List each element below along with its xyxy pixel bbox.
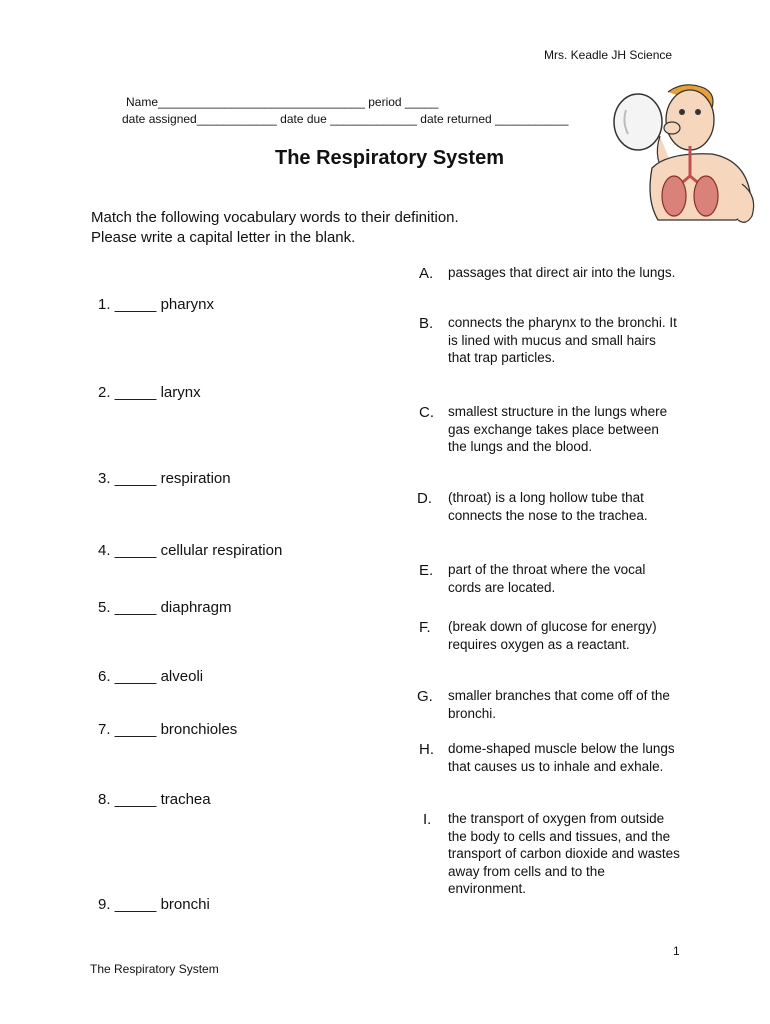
definition-letter-c: C.: [419, 404, 434, 421]
term-number: 5.: [98, 599, 111, 616]
term-number: 7.: [98, 721, 111, 738]
name-period-field: Name_______________________________ period _____: [126, 95, 439, 109]
term-number: 8.: [98, 791, 111, 808]
answer-blank: _____: [114, 599, 157, 616]
term-item-2: [98, 384, 201, 401]
answer-blank: _____: [114, 668, 157, 685]
definition-letter-i: I.: [423, 811, 432, 828]
answer-blank: _____: [114, 384, 157, 401]
term-item-7: [98, 721, 237, 738]
term-word: alveoli: [160, 668, 204, 685]
definition-text-d: (throat) is a long hollow tube that connects the nose to the trachea.: [448, 490, 648, 523]
term-item-4: [98, 542, 282, 559]
definition-text-a: passages that direct air into the lungs.: [448, 265, 676, 280]
term-number: 9.: [98, 896, 111, 913]
right-lung-shape: [694, 176, 718, 216]
person-breathing-illustration: [612, 80, 762, 235]
term-word: respiration: [160, 470, 231, 487]
definition-letter-e: E.: [419, 562, 434, 579]
term-number: 6.: [98, 668, 111, 685]
definition-text-i: the transport of oxygen from outside the body to cells and tissues, and the transport of carbon dioxide and wastes away from cells and to the environment.: [448, 811, 680, 896]
answer-blank: _____: [114, 896, 157, 913]
answer-blank: _____: [114, 470, 157, 487]
term-item-9: [98, 896, 210, 913]
left-lung-shape: [662, 176, 686, 216]
term-word: bronchioles: [160, 721, 238, 738]
term-word: bronchi: [160, 896, 210, 913]
dates-field: date assigned____________ date due _____________ date returned ___________: [122, 112, 569, 126]
term-word: larynx: [160, 384, 201, 401]
definition-text-c: smallest structure in the lungs where gas exchange takes place between the lungs and the blood.: [448, 404, 668, 454]
term-word: trachea: [160, 791, 211, 808]
footer-title: The Respiratory System: [90, 962, 219, 976]
answer-blank: _____: [114, 791, 157, 808]
definition-text-h: dome-shaped muscle below the lungs that causes us to inhale and exhale.: [448, 741, 675, 774]
teacher-header: Mrs. Keadle JH Science: [544, 48, 673, 62]
term-word: diaphragm: [160, 599, 232, 616]
balloon-shape: [614, 94, 662, 150]
term-number: 3.: [98, 470, 111, 487]
face-shape: [666, 90, 714, 150]
definition-letter-h: H.: [419, 741, 434, 758]
page-number: 1: [673, 944, 680, 958]
answer-blank: _____: [114, 296, 157, 313]
answer-blank: _____: [114, 542, 157, 559]
term-item-1: [98, 296, 214, 313]
term-item-5: [98, 599, 231, 616]
term-word: pharynx: [160, 296, 214, 313]
term-word: cellular respiration: [160, 542, 283, 559]
definition-letter-f: F.: [419, 619, 431, 636]
term-number: 1.: [98, 296, 111, 313]
answer-blank: _____: [114, 721, 157, 738]
term-number: 2.: [98, 384, 111, 401]
definition-text-e: part of the throat where the vocal cords are located.: [448, 562, 646, 595]
definition-text-f: (break down of glucose for energy) requires oxygen as a reactant.: [448, 619, 657, 652]
definition-text-b: connects the pharynx to the bronchi. It is lined with mucus and small hairs that trap particles.: [448, 315, 677, 365]
term-number: 4.: [98, 542, 111, 559]
page-title: The Respiratory System: [275, 147, 504, 169]
mouth-shape: [664, 122, 680, 134]
definition-text-g: smaller branches that come off of the bronchi.: [448, 688, 670, 721]
term-item-3: [98, 470, 231, 487]
definition-letter-b: B.: [419, 315, 434, 332]
definition-letter-a: A.: [419, 265, 434, 282]
definition-letter-g: G.: [417, 688, 433, 705]
instructions-line-1: Match the following vocabulary words to their definition.: [91, 209, 459, 226]
term-item-6: [98, 668, 203, 685]
definition-letter-d: D.: [417, 490, 432, 507]
instructions-line-2: Please write a capital letter in the blank.: [91, 229, 356, 246]
term-item-8: [98, 791, 211, 808]
